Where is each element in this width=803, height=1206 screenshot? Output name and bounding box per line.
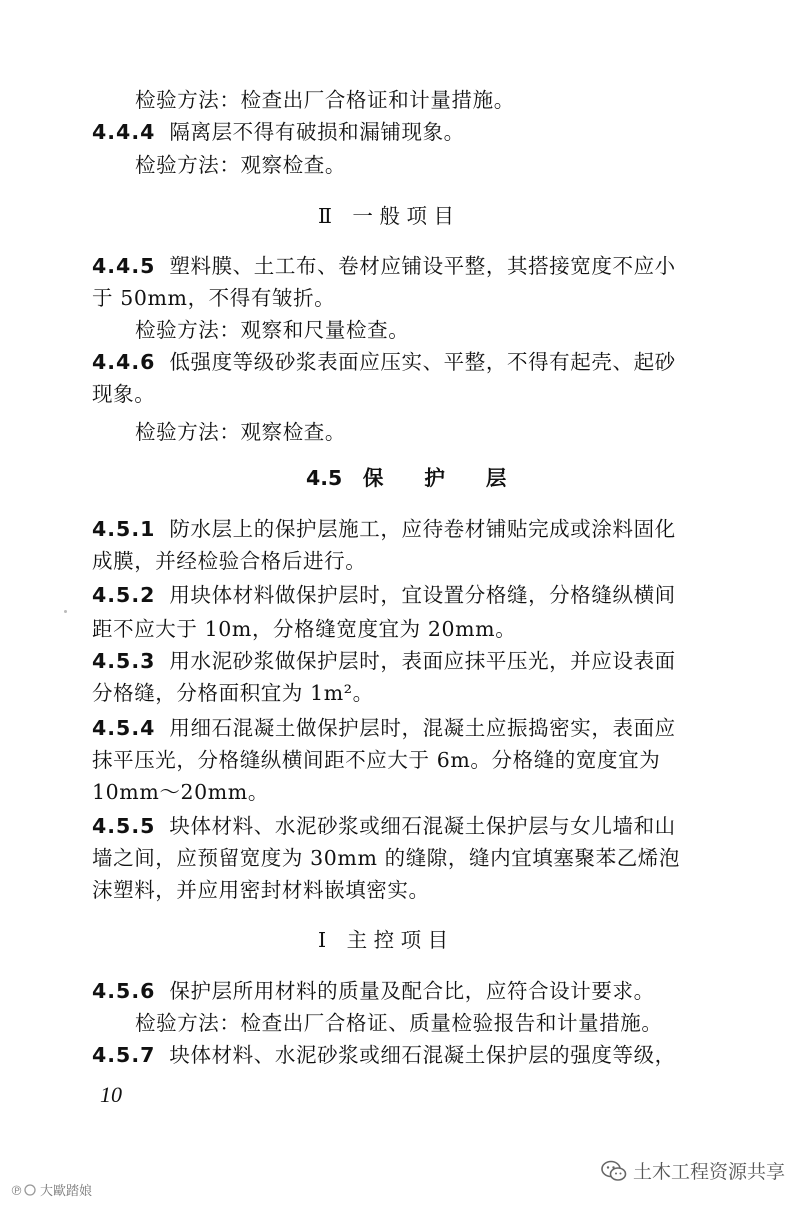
clause-4-5-3: 4.5.3 用水泥砂浆做保护层时，表面应抹平压光，并应设表面 bbox=[92, 649, 676, 673]
clause-number: 4.5.5 bbox=[92, 814, 156, 838]
text-line: 于 50mm，不得有皱折。 bbox=[92, 286, 336, 310]
heading-general-items: Ⅱ 一 般 项 目 bbox=[318, 204, 454, 228]
clause-4-4-4: 4.4.4 隔离层不得有破损和漏铺现象。 bbox=[92, 120, 465, 144]
clause-number: 4.5.3 bbox=[92, 649, 156, 673]
heading-main-control-items: Ⅰ 主 控 项 目 bbox=[318, 928, 449, 952]
section-heading-4-5: 4.5 保 护 层 bbox=[306, 466, 507, 490]
text-line: 抹平压光，分格缝纵横间距不应大于 6m。分格缝的宽度宜为 bbox=[92, 748, 661, 772]
watermark-left-text: 大歐踏娘 bbox=[40, 1184, 93, 1199]
text-line: 检验方法：检查出厂合格证和计量措施。 bbox=[135, 88, 515, 112]
clause-4-4-6: 4.4.6 低强度等级砂浆表面应压实、平整，不得有起壳、起砂 bbox=[92, 350, 676, 374]
text-line: 10mm～20mm。 bbox=[92, 780, 269, 804]
watermark-left bbox=[10, 1180, 92, 1199]
logo-icon bbox=[10, 1182, 36, 1198]
scan-speck bbox=[64, 610, 67, 613]
clause-number: 4.5.2 bbox=[92, 583, 156, 607]
clause-4-5-6: 4.5.6 保护层所用材料的质量及配合比，应符合设计要求。 bbox=[92, 979, 655, 1003]
text-line: 距不应大于 10m，分格缝宽度宜为 20mm。 bbox=[92, 617, 517, 641]
text-line: 检验方法：观察和尺量检查。 bbox=[135, 318, 410, 342]
text-line: 成膜，并经检验合格后进行。 bbox=[92, 549, 367, 573]
clause-4-4-5: 4.4.5 塑料膜、土工布、卷材应铺设平整，其搭接宽度不应小 bbox=[92, 254, 676, 278]
wechat-icon bbox=[601, 1160, 627, 1182]
text-line: 墙之间，应预留宽度为 30mm 的缝隙，缝内宜填塞聚苯乙烯泡 bbox=[92, 846, 680, 870]
clause-number: 4.4.5 bbox=[92, 254, 156, 278]
clause-number: 4.4.4 bbox=[92, 120, 156, 144]
clause-4-5-4: 4.5.4 用细石混凝土做保护层时，混凝土应振捣密实，表面应 bbox=[92, 716, 676, 740]
text-line: 分格缝，分格面积宜为 1m²。 bbox=[92, 681, 374, 705]
clause-number: 4.5.6 bbox=[92, 979, 156, 1003]
clause-4-5-7: 4.5.7 块体材料、水泥砂浆或细石混凝土保护层的强度等级， bbox=[92, 1043, 676, 1067]
text-line: 检验方法：观察检查。 bbox=[135, 153, 346, 177]
watermark-right bbox=[601, 1157, 785, 1184]
clause-4-5-2: 4.5.2 用块体材料做保护层时，宜设置分格缝，分格缝纵横间 bbox=[92, 583, 676, 607]
text-line: 沫塑料，并应用密封材料嵌填密实。 bbox=[92, 878, 430, 902]
watermark-right-text: 土木工程资源共享 bbox=[632, 1161, 785, 1183]
text-line: 检验方法：检查出厂合格证、质量检验报告和计量措施。 bbox=[135, 1011, 663, 1035]
clause-number: 4.5.7 bbox=[92, 1043, 156, 1067]
clause-number: 4.5.4 bbox=[92, 716, 156, 740]
page-number: 10 bbox=[100, 1082, 122, 1107]
clause-4-5-1: 4.5.1 防水层上的保护层施工，应待卷材铺贴完成或涂料固化 bbox=[92, 517, 676, 541]
clause-4-5-5: 4.5.5 块体材料、水泥砂浆或细石混凝土保护层与女儿墙和山 bbox=[92, 814, 676, 838]
clause-number: 4.4.6 bbox=[92, 350, 156, 374]
clause-number: 4.5.1 bbox=[92, 517, 156, 541]
text-line: 现象。 bbox=[92, 382, 156, 406]
text-line: 检验方法：观察检查。 bbox=[135, 420, 346, 444]
svg-text:℗: ℗ bbox=[10, 1183, 23, 1198]
